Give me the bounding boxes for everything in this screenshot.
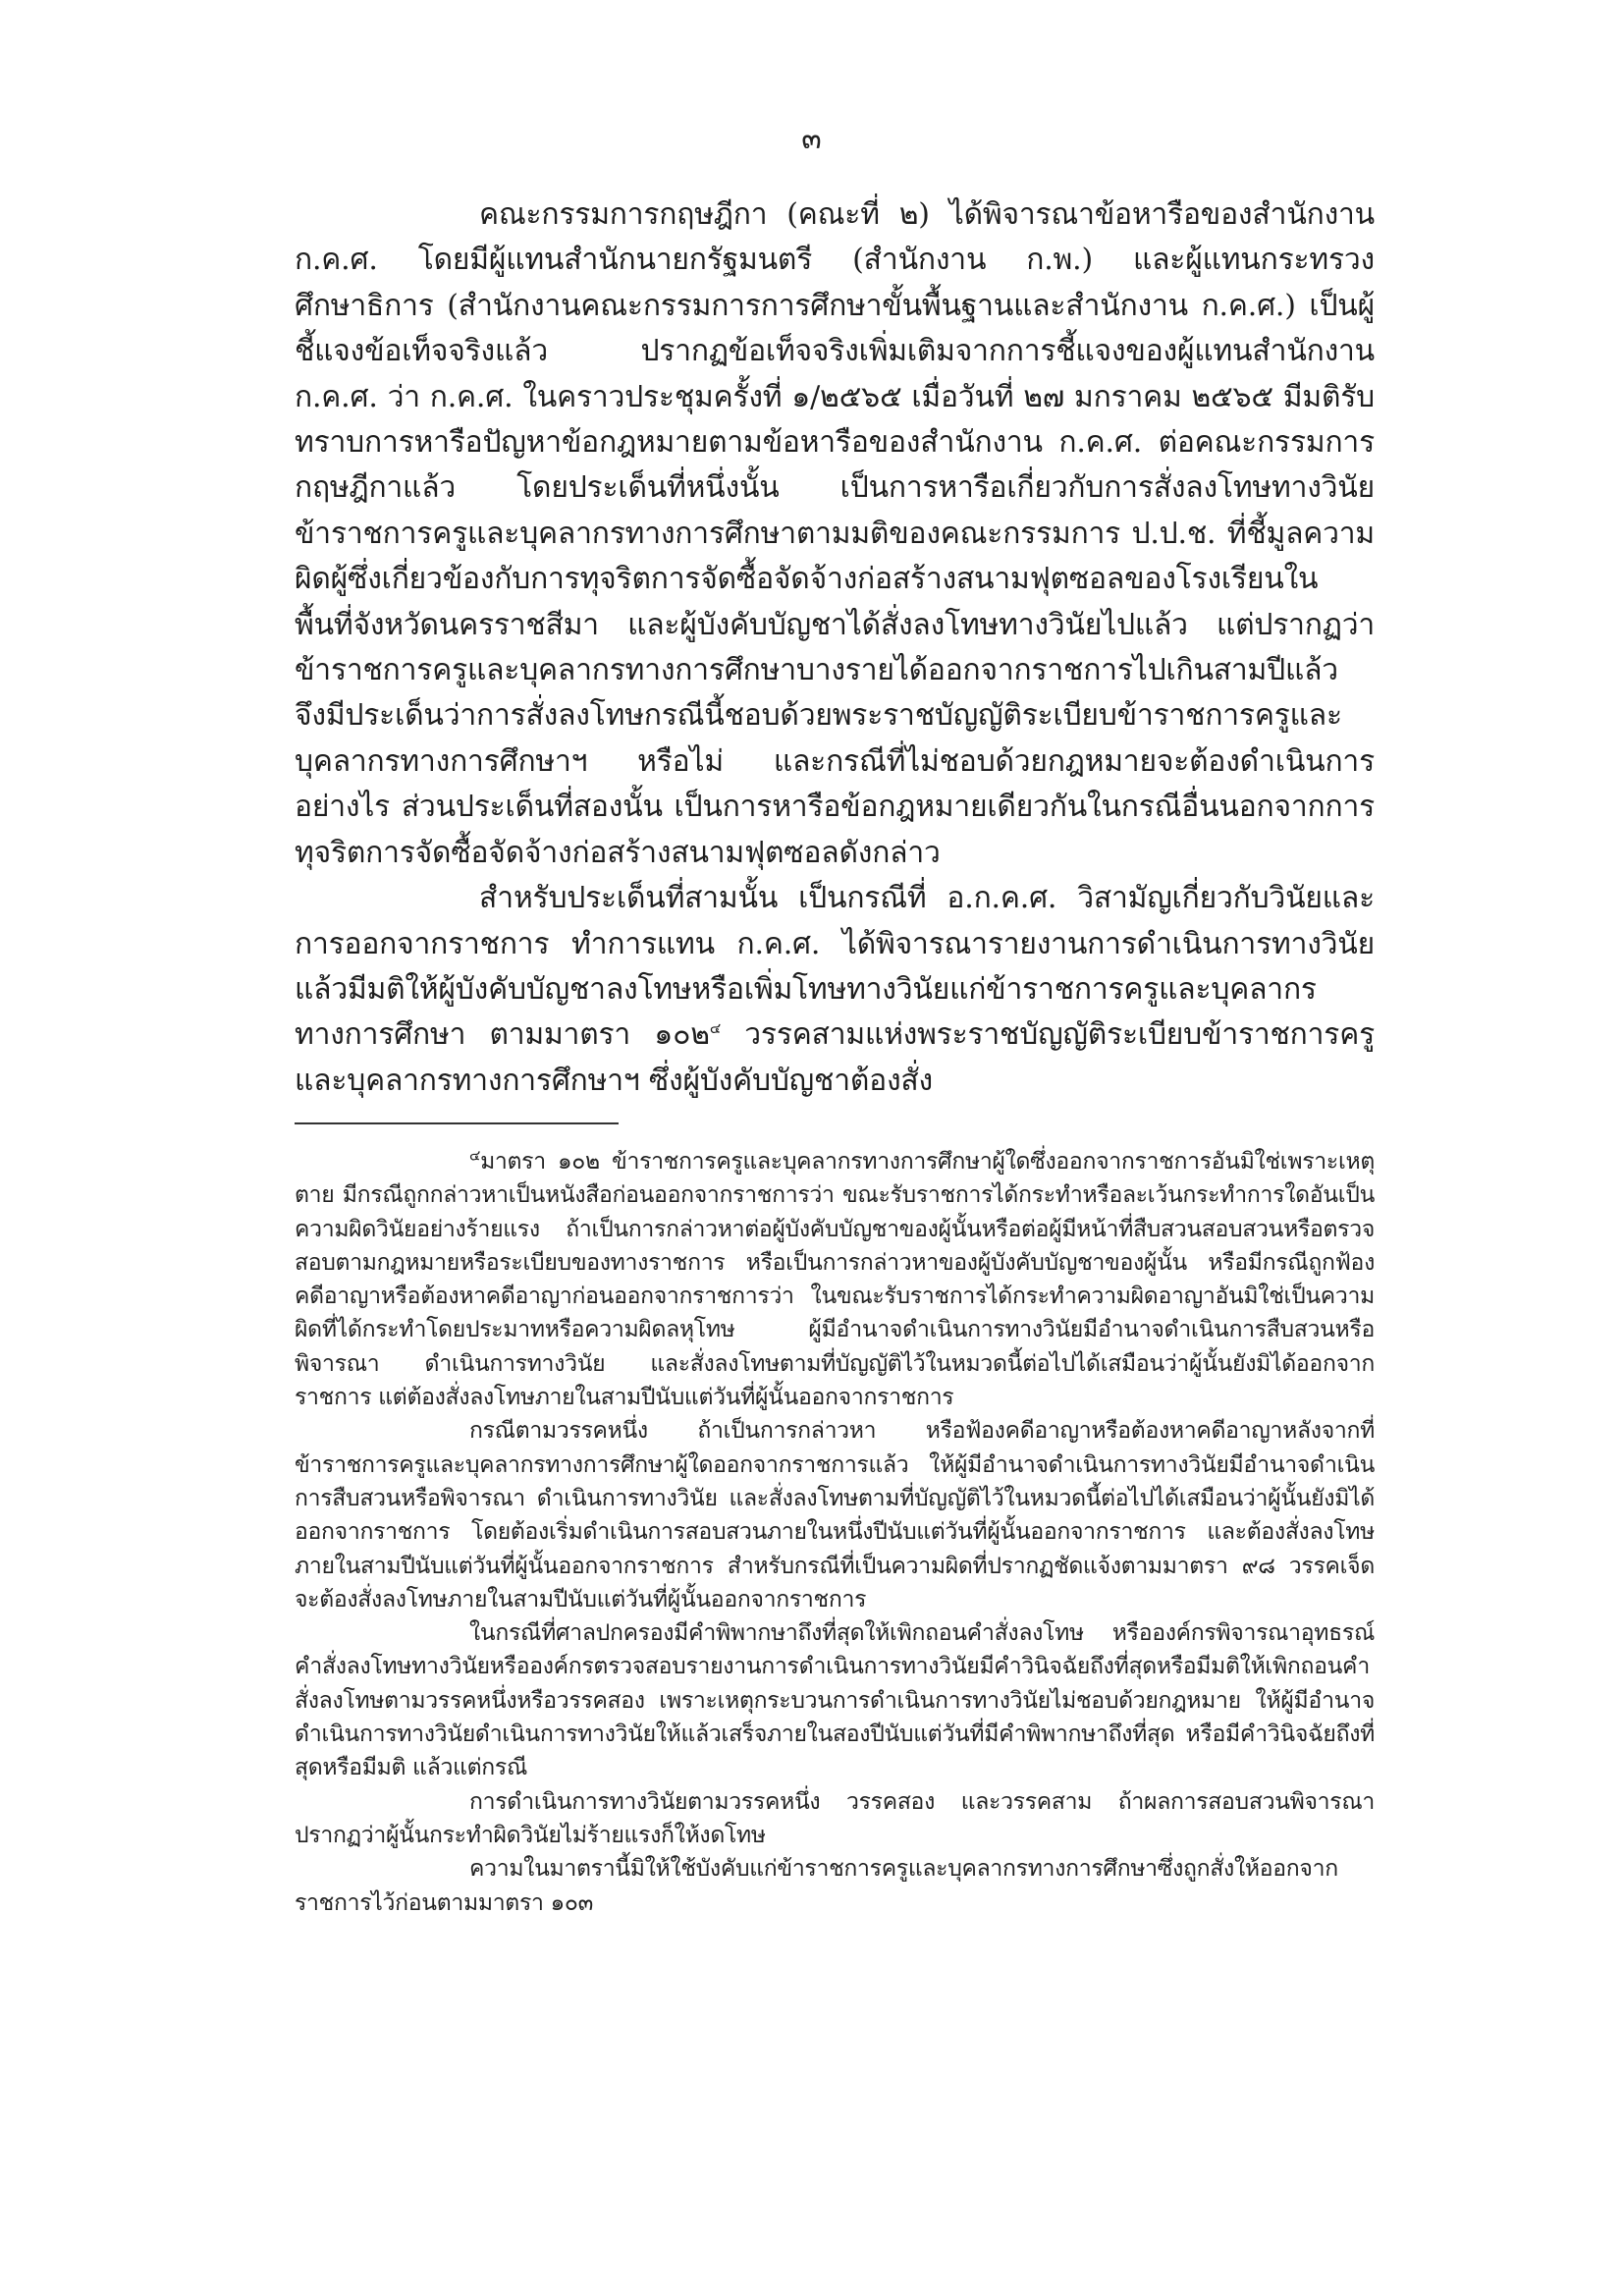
footnotes xyxy=(295,1145,1375,1920)
footnote-paragraph-1 xyxy=(295,1145,1375,1414)
footnote-section-label: มาตรา ๑๐๒ xyxy=(480,1149,600,1175)
footnote-paragraph-4: การดำเนินการทางวินัยตามวรรคหนึ่ง วรรคสอง และวรรคสาม ถ้าผลการสอบสวนพิจารณาปรากฏว่าผู้นั้นกระทำผิดวินัยไม่ร้ายแรงก็ให้งดโทษ xyxy=(295,1788,1375,1848)
footnote-reference[interactable]: ๔ xyxy=(709,1019,721,1038)
footnote-paragraph-1-text: ข้าราชการครูและบุคลากรทางการศึกษาผู้ใดซึ่งออกจากราชการอันมิใช่เพราะเหตุตาย มีกรณีถูกกล่าวหาเป็นหนังสือก่อนออกจากราชการว่า ขณะรับราชการได้กระทำหรือละเว้นกระทำการใดอันเป็นความผิดวินัยอย่างร้ายแรง ถ้าเป็นการกล่าวหาต่อผู้บังคับบัญชาของผู้นั้นหรือต่อผู้มีหน้าที่สืบสวนสอบสวนหรือตรวจสอบตามกฎหมายหรือระเบียบของทางราชการ หรือเป็นการกล่าวหาของผู้บังคับบัญชาของผู้นั้น หรือมีกรณีถูกฟ้องคดีอาญาหรือต้องหาคดีอาญาก่อนออกจากราชการว่า ในขณะรับราชการได้กระทำความผิดอาญาอันมิใช่เป็นความผิดที่ได้กระทำโดยประมาทหรือความผิดลหุโทษ ผู้มีอำนาจดำเนินการทางวินัยมีอำนาจดำเนินการสืบสวนหรือพิจารณา ดำเนินการทางวินัย และสั่งลงโทษตามที่บัญญัติไว้ในหมวดนี้ต่อไปได้เสมือนว่าผู้นั้นยังมิได้ออกจากราชการ แต่ต้องสั่งลงโทษภายในสามปีนับแต่วันที่ผู้นั้นออกจากราชการ xyxy=(295,1149,1375,1411)
footnote-marker: ๔ xyxy=(469,1146,481,1165)
body-paragraph-2 xyxy=(295,876,1375,1104)
body-paragraph-1: คณะกรรมการกฤษฎีกา (คณะที่ ๒) ได้พิจารณาข้อหารือของสำนักงาน ก.ค.ศ. โดยมีผู้แทนสำนักนายกรัฐมนตรี (สำนักงาน ก.พ.) และผู้แทนกระทรวงศึกษาธิการ (สำนักงานคณะกรรมการการศึกษาขั้นพื้นฐานและสำนักงาน ก.ค.ศ.) เป็นผู้ชี้แจงข้อเท็จจริงแล้ว ปรากฏข้อเท็จจริงเพิ่มเติมจากการชี้แจงของผู้แทนสำนักงาน ก.ค.ศ. ว่า ก.ค.ศ. ในคราวประชุมครั้งที่ ๑/๒๕๖๕ เมื่อวันที่ ๒๗ มกราคม ๒๕๖๕ มีมติรับทราบการหารือปัญหาข้อกฎหมายตามข้อหารือของสำนักงาน ก.ค.ศ. ต่อคณะกรรมการกฤษฎีกาแล้ว โดยประเด็นที่หนึ่งนั้น เป็นการหารือเกี่ยวกับการสั่งลงโทษทางวินัยข้าราชการครูและบุคลากรทางการศึกษาตามมติของคณะกรรมการ ป.ป.ช. ที่ชี้มูลความผิดผู้ซึ่งเกี่ยวข้องกับการทุจริตการจัดซื้อจัดจ้างก่อสร้างสนามฟุตซอลของโรงเรียนในพื้นที่จังหวัดนครราชสีมา และผู้บังคับบัญชาได้สั่งลงโทษทางวินัยไปแล้ว แต่ปรากฏว่าข้าราชการครูและบุคลากรทางการศึกษาบางรายได้ออกจากราชการไปเกินสามปีแล้ว จึงมีประเด็นว่าการสั่งลงโทษกรณีนี้ชอบด้วยพระราชบัญญัติระเบียบข้าราชการครูและบุคลากรทางการศึกษาฯ หรือไม่ และกรณีที่ไม่ชอบด้วยกฎหมายจะต้องดำเนินการอย่างไร ส่วนประเด็นที่สองนั้น เป็นการหารือข้อกฎหมายเดียวกันในกรณีอื่นนอกจากการทุจริตการจัดซื้อจัดจ้างก่อสร้างสนามฟุตซอลดังกล่าว xyxy=(295,197,1375,870)
page-number: ๓ xyxy=(801,122,822,156)
body-paragraph-2-continued: วรรคสามแห่งพระราชบัญญัติระเบียบข้าราชการครูและบุคลากรทางการศึกษาฯ ซึ่งผู้บังคับบัญชาต้องสั่ง xyxy=(295,1017,1375,1098)
body-text xyxy=(295,192,1375,1104)
footnote-paragraph-2: กรณีตามวรรคหนึ่ง ถ้าเป็นการกล่าวหา หรือฟ้องคดีอาญาหรือต้องหาคดีอาญาหลังจากที่ข้าราชการครูและบุคลากรทางการศึกษาผู้ใดออกจากราชการแล้ว ให้ผู้มีอำนาจดำเนินการทางวินัยมีอำนาจดำเนินการสืบสวนหรือพิจารณา ดำเนินการทางวินัย และสั่งลงโทษตามที่บัญญัติไว้ในหมวดนี้ต่อไปได้เสมือนว่าผู้นั้นยังมิได้ออกจากราชการ โดยต้องเริ่มดำเนินการสอบสวนภายในหนึ่งปีนับแต่วันที่ผู้นั้นออกจากราชการ และต้องสั่งลงโทษภายในสามปีนับแต่วันที่ผู้นั้นออกจากราชการ สำหรับกรณีที่เป็นความผิดที่ปรากฏชัดแจ้งตามมาตรา ๙๘ วรรคเจ็ด จะต้องสั่งลงโทษภายในสามปีนับแต่วันที่ผู้นั้นออกจากราชการ xyxy=(295,1418,1375,1613)
body-paragraph-2-text: สำหรับประเด็นที่สามนั้น เป็นกรณีที่ อ.ก.ค.ศ. วิสามัญเกี่ยวกับวินัยและการออกจากราชการ ทำการแทน ก.ค.ศ. ได้พิจารณารายงานการดำเนินการทางวินัยแล้วมีมติให้ผู้บังคับบัญชาลงโทษหรือเพิ่มโทษทางวินัยแก่ข้าราชการครูและบุคลากรทางการศึกษา ตามมาตรา ๑๐๒ xyxy=(295,881,1375,1053)
footnote-paragraph-5: ความในมาตรานี้มิให้ใช้บังคับแก่ข้าราชการครูและบุคลากรทางการศึกษาซึ่งถูกสั่งให้ออกจากราชการไว้ก่อนตามมาตรา ๑๐๓ xyxy=(295,1856,1338,1916)
footnote-paragraph-3: ในกรณีที่ศาลปกครองมีคำพิพากษาถึงที่สุดให้เพิกถอนคำสั่งลงโทษ หรือองค์กรพิจารณาอุทธรณ์คำสั่งลงโทษทางวินัยหรือองค์กรตรวจสอบรายงานการดำเนินการทางวินัยมีคำวินิจฉัยถึงที่สุดหรือมีมติให้เพิกถอนคำสั่งลงโทษตามวรรคหนึ่งหรือวรรคสอง เพราะเหตุกระบวนการดำเนินการทางวินัยไม่ชอบด้วยกฎหมาย ให้ผู้มีอำนาจดำเนินการทางวินัยดำเนินการทางวินัยให้แล้วเสร็จภายในสองปีนับแต่วันที่มีคำพิพากษาถึงที่สุด หรือมีคำวินิจฉัยถึงที่สุดหรือมีมติ แล้วแต่กรณี xyxy=(295,1620,1375,1781)
footnote-separator xyxy=(295,1122,619,1124)
